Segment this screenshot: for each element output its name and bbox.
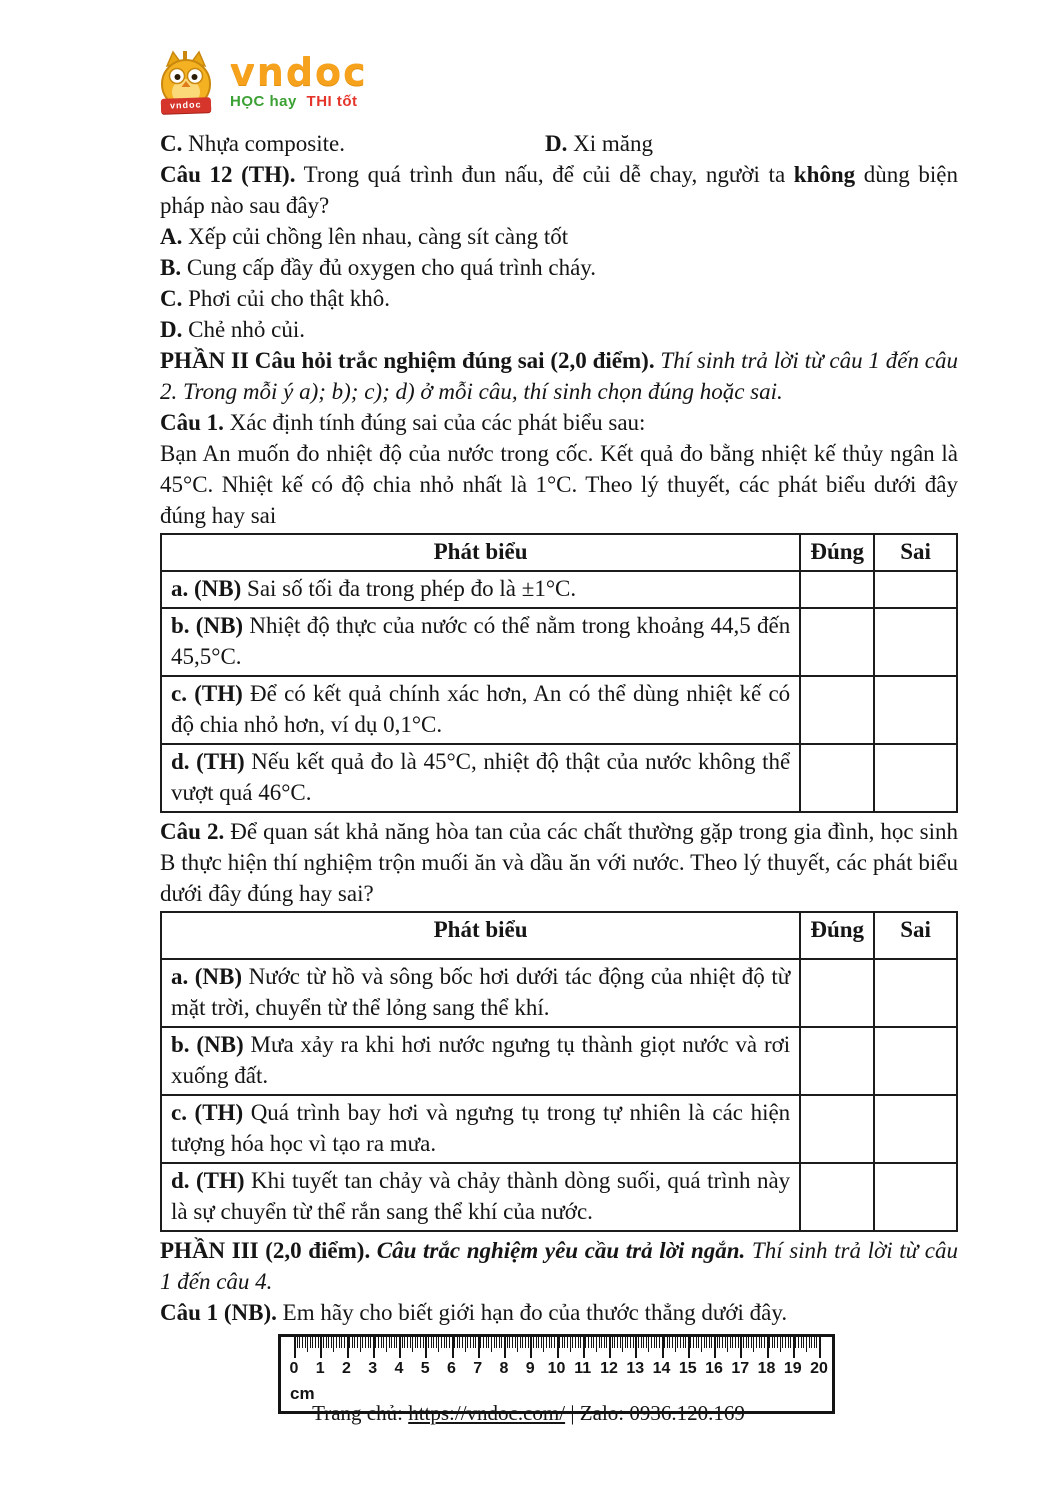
vndoc-logo: [150, 50, 368, 113]
part2-heading-note: Thí sinh trả lời từ câu 1 đến câu 2. Trong mỗi ý a); b); c); d) ở mỗi câu, thí sinh chọn đúng hoặc sai.: [160, 348, 958, 404]
footer-suffix: | Zalo: 0936.120.169: [565, 1401, 745, 1425]
table-1-header-statement: Phát biểu: [161, 534, 800, 571]
table-1-row-c: [161, 676, 957, 744]
tagline-thi-tot: THI tốt: [306, 93, 358, 110]
statement-text: Sai số tối đa trong phép đo là ±1°C.: [241, 576, 577, 601]
vndoc-link[interactable]: https://vndoc.com/: [408, 1401, 566, 1425]
statement-text: Để có kết quả chính xác hơn, An có thể dùng nhiệt kế có độ chia nhỏ hơn, ví dụ 0,1°C.: [171, 681, 791, 737]
answer-cell-sai: [874, 676, 957, 744]
answer-cell-sai: [874, 1095, 957, 1163]
statement-cell: [161, 744, 800, 812]
table-1: [160, 533, 958, 813]
statement-cell: [161, 1163, 800, 1231]
option-c-label: C.: [160, 131, 183, 156]
q12-option-a: [160, 221, 958, 252]
answer-cell-dung: [800, 1095, 874, 1163]
statement-cell: [161, 959, 800, 1027]
part2-q1: [160, 407, 958, 438]
table-2-header-row: [161, 912, 957, 959]
statement-text: Nước từ hồ và sông bốc hơi dưới tác động của nhiệt độ từ mặt trời, chuyển từ thể lỏng sang thể khí.: [171, 964, 791, 1020]
ruler-number: 17: [731, 1360, 750, 1377]
option-d-text: Xi măng: [567, 131, 653, 156]
statement-cell: [161, 676, 800, 744]
statement-cell: [161, 1095, 800, 1163]
statement-label: b. (NB): [171, 1032, 244, 1057]
statement-label: a. (NB): [171, 576, 242, 601]
part3-heading-bold: PHẦN III (2,0 điểm).: [160, 1238, 371, 1263]
q12-option-d-label: D.: [160, 317, 183, 342]
part3-q1-label: Câu 1 (NB).: [160, 1300, 277, 1325]
statement-text: Nếu kết quả đo là 45°C, nhiệt độ thật của nước không thể vượt quá 46°C.: [171, 749, 791, 805]
tagline-hoc-hay: HỌC hay: [230, 93, 297, 110]
q12-option-b-label: B.: [160, 255, 182, 280]
question-12-emphasis: không: [793, 162, 856, 187]
option-c: [160, 128, 545, 159]
part3-heading-note: Thí sinh trả lời từ câu 1 đến câu 4.: [160, 1238, 959, 1294]
option-c-text: Nhựa composite.: [182, 131, 345, 156]
ruler-number: 6: [447, 1360, 456, 1377]
part2-q2: [160, 816, 958, 909]
ruler-number: 20: [810, 1360, 828, 1377]
table-1-row-d: [161, 744, 957, 812]
statement-label: d. (TH): [171, 749, 245, 774]
part3-q1: [160, 1297, 958, 1328]
ruler-number: 19: [783, 1360, 802, 1377]
table-2-header-statement: Phát biểu: [161, 912, 800, 959]
option-d-label: D.: [545, 131, 568, 156]
option-d: [545, 128, 653, 159]
table-1-header-dung: Đúng: [800, 534, 874, 571]
ruler-number: 15: [678, 1360, 697, 1377]
ruler-number: 14: [652, 1360, 671, 1377]
ruler-unit-label: cm: [290, 1384, 315, 1403]
q12-option-c: [160, 283, 958, 314]
statement-label: b. (NB): [171, 613, 244, 638]
statement-cell: [161, 571, 800, 608]
question-12-tail: dùng biện pháp nào sau đây?: [160, 162, 958, 218]
ruler-number: 16: [705, 1360, 723, 1377]
previous-question-options: [160, 128, 958, 159]
q12-option-b: [160, 252, 958, 283]
part3-heading-subtitle: Câu trắc nghiệm yêu cầu trả lời ngắn.: [370, 1238, 746, 1263]
q12-option-a-text: Xếp củi chồng lên nhau, càng sít càng tốt: [182, 224, 569, 249]
footer-prefix: Trang chủ:: [312, 1401, 409, 1425]
answer-cell-dung: [800, 608, 874, 676]
q12-option-d: [160, 314, 958, 345]
q12-option-c-label: C.: [160, 286, 183, 311]
part2-heading-bold: PHẦN II Câu hỏi trắc nghiệm đúng sai (2,0 điểm).: [160, 348, 655, 373]
statement-label: c. (TH): [171, 681, 243, 706]
ruler-number: 12: [600, 1360, 618, 1377]
part2-q1-text: Xác định tính đúng sai của các phát biểu sau:: [223, 410, 646, 435]
answer-cell-dung: [800, 959, 874, 1027]
statement-text: Quá trình bay hơi và ngưng tụ trong tự nhiên là các hiện tượng hóa học vì tạo ra mưa.: [171, 1100, 791, 1156]
q12-option-b-text: Cung cấp đầy đủ oxygen cho quá trình cháy.: [181, 255, 597, 280]
table-2-row-b: [161, 1027, 957, 1095]
page-footer: [0, 1398, 1057, 1429]
statement-text: Nhiệt độ thực của nước có thể nằm trong khoảng 44,5 đến 45,5°C.: [171, 613, 791, 669]
ruler-number: 4: [394, 1360, 404, 1377]
table-1-header-sai: Sai: [874, 534, 957, 571]
logo-tagline: [230, 93, 368, 110]
table-2-row-c: [161, 1095, 957, 1163]
question-12-lead: Trong quá trình đun nấu, để củi dễ chay, người ta: [295, 162, 794, 187]
answer-cell-sai: [874, 608, 957, 676]
logo-mascot-wrap: [150, 50, 222, 113]
table-1-header-row: [161, 534, 957, 571]
statement-text: Mưa xảy ra khi hơi nước ngưng tụ thành giọt nước và rơi xuống đất.: [171, 1032, 791, 1088]
part2-heading: [160, 345, 958, 407]
ruler-number: 11: [574, 1360, 592, 1377]
ruler-number: 5: [420, 1360, 430, 1377]
answer-cell-sai: [874, 571, 957, 608]
part2-q2-label: Câu 2.: [160, 819, 225, 844]
part2-q1-description: Bạn An muốn đo nhiệt độ của nước trong cốc. Kết quả đo bằng nhiệt kế thủy ngân là 45°C. Nhiệt kế có độ chia nhỏ nhất là 1°C. Theo lý thuyết, các phát biểu dưới đây đúng hay sai: [160, 441, 958, 528]
ruler-number: 13: [626, 1360, 645, 1377]
answer-cell-dung: [800, 676, 874, 744]
statement-text: Khi tuyết tan chảy và chảy thành dòng suối, quá trình này là sự chuyển từ thể rắn sang thể khí của nước.: [171, 1168, 791, 1224]
part2-q1-label: Câu 1.: [160, 410, 224, 435]
part2-q2-text: Để quan sát khả năng hòa tan của các chất thường gặp trong gia đình, học sinh B thực hiện thí nghiệm trộn muối ăn và dầu ăn với nước. Theo lý thuyết, các phát biểu dưới đây đúng hay sai?: [160, 819, 958, 906]
document-content: [160, 128, 958, 1414]
logo-ribbon: vndoc: [161, 97, 211, 114]
table-2-row-a: [161, 959, 957, 1027]
ruler-number: 0: [289, 1360, 299, 1377]
ruler-number: 1: [315, 1360, 325, 1377]
table-2-header-sai: Sai: [874, 912, 957, 959]
question-12: [160, 159, 958, 221]
answer-cell-sai: [874, 1027, 957, 1095]
answer-cell-sai: [874, 959, 957, 1027]
q12-option-c-text: Phơi củi cho thật khô.: [182, 286, 391, 311]
question-12-label: Câu 12 (TH).: [160, 162, 296, 187]
ruler-number: 18: [757, 1360, 776, 1377]
part3-q1-text: Em hãy cho biết giới hạn đo của thước thẳng dưới đây.: [276, 1300, 788, 1325]
answer-cell-sai: [874, 1163, 957, 1231]
q12-option-a-label: A.: [160, 224, 183, 249]
table-1-row-a: [161, 571, 957, 608]
ruler-number: 7: [473, 1360, 483, 1377]
answer-cell-dung: [800, 1027, 874, 1095]
table-1-row-b: [161, 608, 957, 676]
statement-label: a. (NB): [171, 964, 243, 989]
brand-name: vndoc: [230, 50, 368, 94]
answer-cell-dung: [800, 744, 874, 812]
ruler-number: 10: [547, 1360, 566, 1377]
logo-text: [230, 50, 368, 110]
ruler-number: 2: [342, 1360, 351, 1377]
q12-option-d-text: Chẻ nhỏ củi.: [182, 317, 306, 342]
ruler-number: 8: [499, 1360, 509, 1377]
answer-cell-dung: [800, 1163, 874, 1231]
answer-cell-dung: [800, 571, 874, 608]
statement-cell: [161, 1027, 800, 1095]
statement-cell: [161, 608, 800, 676]
statement-label: c. (TH): [171, 1100, 244, 1125]
table-2: [160, 911, 958, 1232]
part3-heading: [160, 1235, 958, 1297]
table-2-header-dung: Đúng: [800, 912, 874, 959]
ruler-number: 9: [525, 1360, 535, 1377]
table-2-row-d: [161, 1163, 957, 1231]
statement-label: d. (TH): [171, 1168, 245, 1193]
ruler-number: 3: [368, 1360, 378, 1377]
answer-cell-sai: [874, 744, 957, 812]
